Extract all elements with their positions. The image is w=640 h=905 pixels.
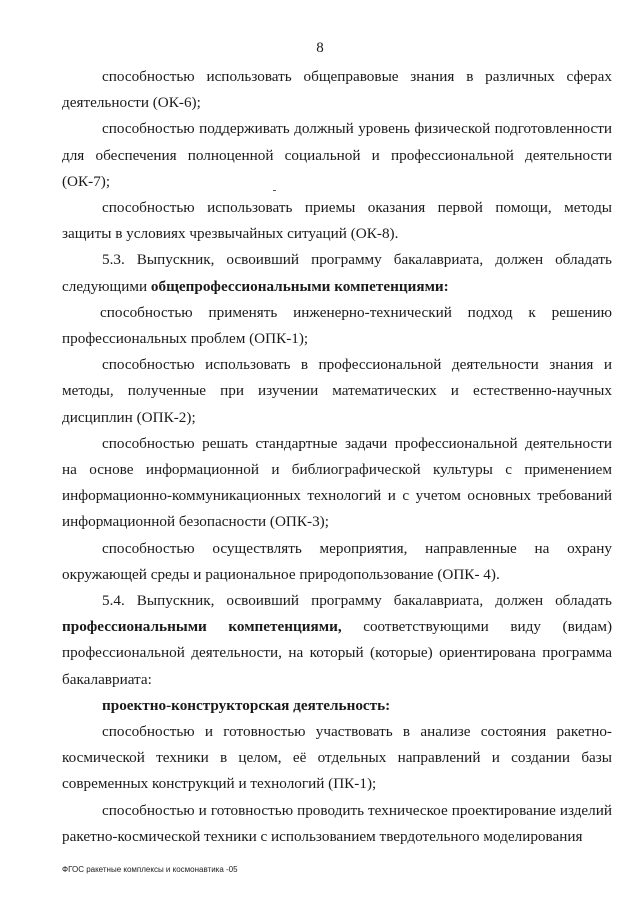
section-heading-design [62, 693, 612, 719]
footer-note: ФГОС ракетные комплексы и космонавтика -05 [62, 865, 238, 874]
paragraph-pk2: способностью и готовностью проводить техническое проектирование изделий ракетно-космической техники с использованием твердотельного моделирования [62, 801, 612, 845]
paragraph-5-3-bold: общепрофессиональными компетенциями: [150, 277, 449, 295]
paragraph-5-4 [62, 588, 612, 693]
page-number: 8 [316, 40, 324, 56]
document-body [62, 64, 612, 850]
paragraph-opk2: способностью использовать в профессиональной деятельности знания и методы, полученные при изучении математических и естественно-научных дисциплин (ОПК-2); [62, 356, 612, 426]
paragraph-ok8: способностью использовать приемы оказания первой помощи, методы защиты в условиях чрезвычайных ситуаций (ОК-8). [62, 199, 612, 243]
paragraph-ok6: способностью использовать общеправовые знания в различных сферах деятельности (ОК-6); [62, 68, 612, 112]
paragraph-opk3: способностью решать стандартные задачи профессиональной деятельности на основе информационной и библиографической культуры с применением информационно-коммуникационных технологий и с учетом основных требований информационной безопасности (ОПК-3); [62, 434, 612, 531]
paragraph-opk4: способностью осуществлять мероприятия, направленные на охрану окружающей среды и рациональное природопользование (ОПК- 4). [62, 539, 612, 583]
paragraph-5-3 [62, 247, 612, 299]
paragraph-5-4-bold: профессиональными компетенциями, [62, 618, 342, 636]
paragraph-ok7: способностью поддерживать должный уровень физической подготовленности для обеспечения полноценной социальной и профессиональной деятельности (ОК-7); [62, 120, 612, 190]
paragraph-5-3-text: 5.3. Выпускник, освоивший программу бакалавриата, должен обладать следующими [62, 251, 612, 295]
paragraph-pk1: способностью и готовностью участвовать в анализе состояния ракетно-космической техники в целом, её отдельных направлений и создании базы современных конструкций и технологий (ПК-1); [62, 723, 612, 793]
paragraph-5-4-after: соответствующими виду (видам) профессиональной деятельности, на который (которые) ориентирована программа бакалавриата: [62, 618, 613, 688]
section-heading-bold: проектно-конструкторская деятельность: [102, 696, 391, 714]
paragraph-5-4-text: 5.4. Выпускник, освоивший программу бакалавриата, должен обладать [102, 592, 612, 610]
paragraph-opk1: способностью применять инженерно-технический подход к решению профессиональных проблем (ОПК-1); [62, 303, 612, 348]
